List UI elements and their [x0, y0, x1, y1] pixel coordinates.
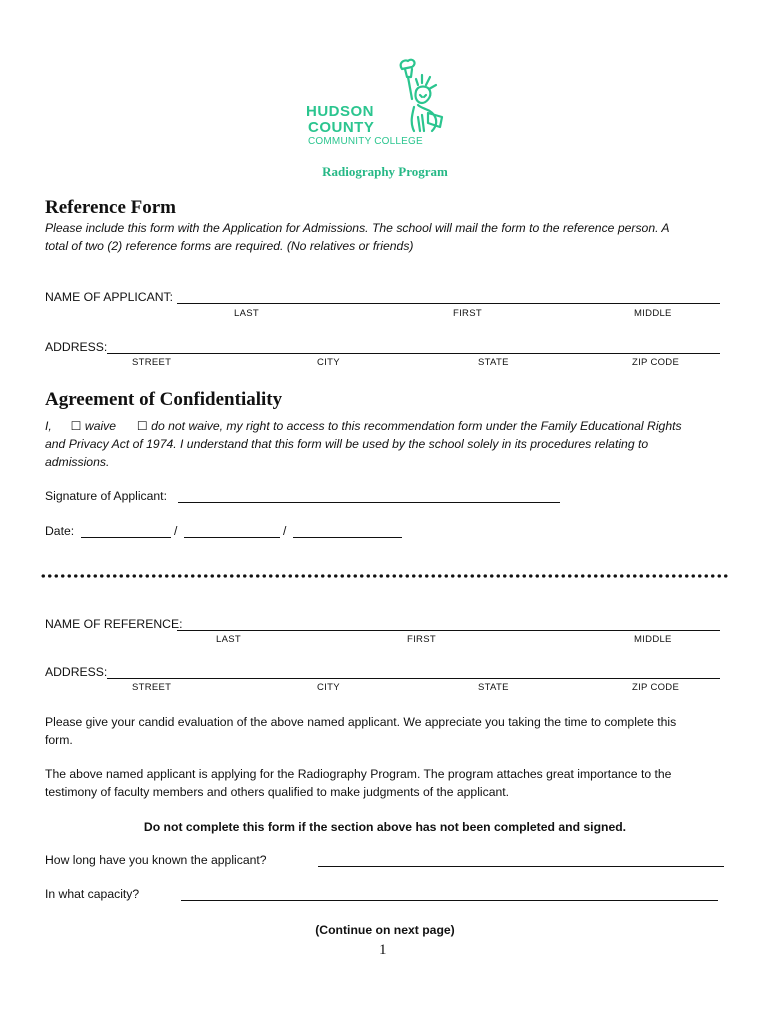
date-slash-1: /: [174, 524, 178, 538]
applicant-street-caption: STREET: [132, 357, 172, 368]
reference-last-caption: LAST: [216, 634, 241, 645]
evaluation-para-1-line-2: form.: [45, 733, 73, 747]
applicant-middle-caption: MIDDLE: [634, 308, 672, 319]
intro-line-2: total of two (2) reference forms are required. (No relatives or friends): [45, 239, 414, 253]
reference-name-field[interactable]: [177, 630, 720, 631]
statue-of-liberty-icon: [388, 55, 468, 135]
confidentiality-heading: Agreement of Confidentiality: [45, 389, 283, 410]
confidentiality-line-1: [45, 417, 682, 435]
reference-state-caption: STATE: [478, 682, 509, 693]
do-not-waive-text: do not waive, my right to access to this recommendation form under the Family Educational Rights: [151, 419, 682, 433]
applicant-first-caption: FIRST: [453, 308, 482, 319]
reference-address-label: ADDRESS:: [45, 665, 108, 679]
date-day-field[interactable]: [184, 537, 280, 538]
how-long-field[interactable]: [318, 866, 724, 867]
applicant-address-label: ADDRESS:: [45, 340, 108, 354]
do-not-waive-checkbox[interactable]: ☐: [136, 419, 148, 433]
warning-notice: Do not complete this form if the section above has not been completed and signed.: [143, 820, 627, 834]
program-title: Radiography Program: [322, 164, 448, 179]
dotted-separator: [40, 574, 728, 578]
page-number: 1: [379, 942, 387, 958]
confidentiality-line-2: and Privacy Act of 1974. I understand that this form will be used by the school solely in its procedures relating to: [45, 437, 649, 451]
reference-form-heading: Reference Form: [45, 197, 176, 218]
applicant-last-caption: LAST: [234, 308, 259, 319]
evaluation-para-2-line-1: The above named applicant is applying for the Radiography Program. The program attaches great importance to the: [45, 767, 672, 781]
reference-name-label: NAME OF REFERENCE:: [45, 617, 183, 631]
reference-address-field[interactable]: [107, 678, 720, 679]
waive-label: waive: [84, 419, 117, 433]
logo-line-county: COUNTY: [308, 119, 375, 136]
evaluation-para-1-line-1: Please give your candid evaluation of the above named applicant. We appreciate you taking the time to complete this: [45, 715, 677, 729]
i-label: I,: [45, 419, 52, 433]
date-slash-2: /: [283, 524, 287, 538]
applicant-city-caption: CITY: [317, 357, 340, 368]
date-year-field[interactable]: [293, 537, 402, 538]
date-month-field[interactable]: [81, 537, 171, 538]
college-logo: [306, 55, 476, 155]
capacity-field[interactable]: [181, 900, 718, 901]
reference-city-caption: CITY: [317, 682, 340, 693]
how-long-label: How long have you known the applicant?: [45, 853, 267, 867]
applicant-state-caption: STATE: [478, 357, 509, 368]
signature-field[interactable]: [178, 502, 560, 503]
signature-label: Signature of Applicant:: [45, 489, 167, 503]
applicant-name-field[interactable]: [177, 303, 720, 304]
evaluation-para-2-line-2: testimony of faculty members and others qualified to make judgments of the applicant.: [45, 785, 510, 799]
applicant-address-field[interactable]: [107, 353, 720, 354]
intro-line-1: Please include this form with the Application for Admissions. The school will mail the form to the reference person. A: [45, 221, 670, 235]
confidentiality-line-3: admissions.: [45, 455, 110, 469]
date-label: Date:: [45, 524, 75, 538]
applicant-zip-caption: ZIP CODE: [632, 357, 680, 368]
waive-checkbox[interactable]: ☐: [70, 419, 82, 433]
reference-first-caption: FIRST: [407, 634, 436, 645]
applicant-name-label: NAME OF APPLICANT:: [45, 290, 173, 304]
capacity-label: In what capacity?: [45, 887, 140, 901]
reference-zip-caption: ZIP CODE: [632, 682, 680, 693]
reference-middle-caption: MIDDLE: [634, 634, 672, 645]
logo-line-community-college: COMMUNITY COLLEGE: [308, 136, 423, 147]
logo-line-hudson: HUDSON: [306, 103, 375, 120]
continue-note: (Continue on next page): [315, 923, 455, 937]
reference-street-caption: STREET: [132, 682, 172, 693]
